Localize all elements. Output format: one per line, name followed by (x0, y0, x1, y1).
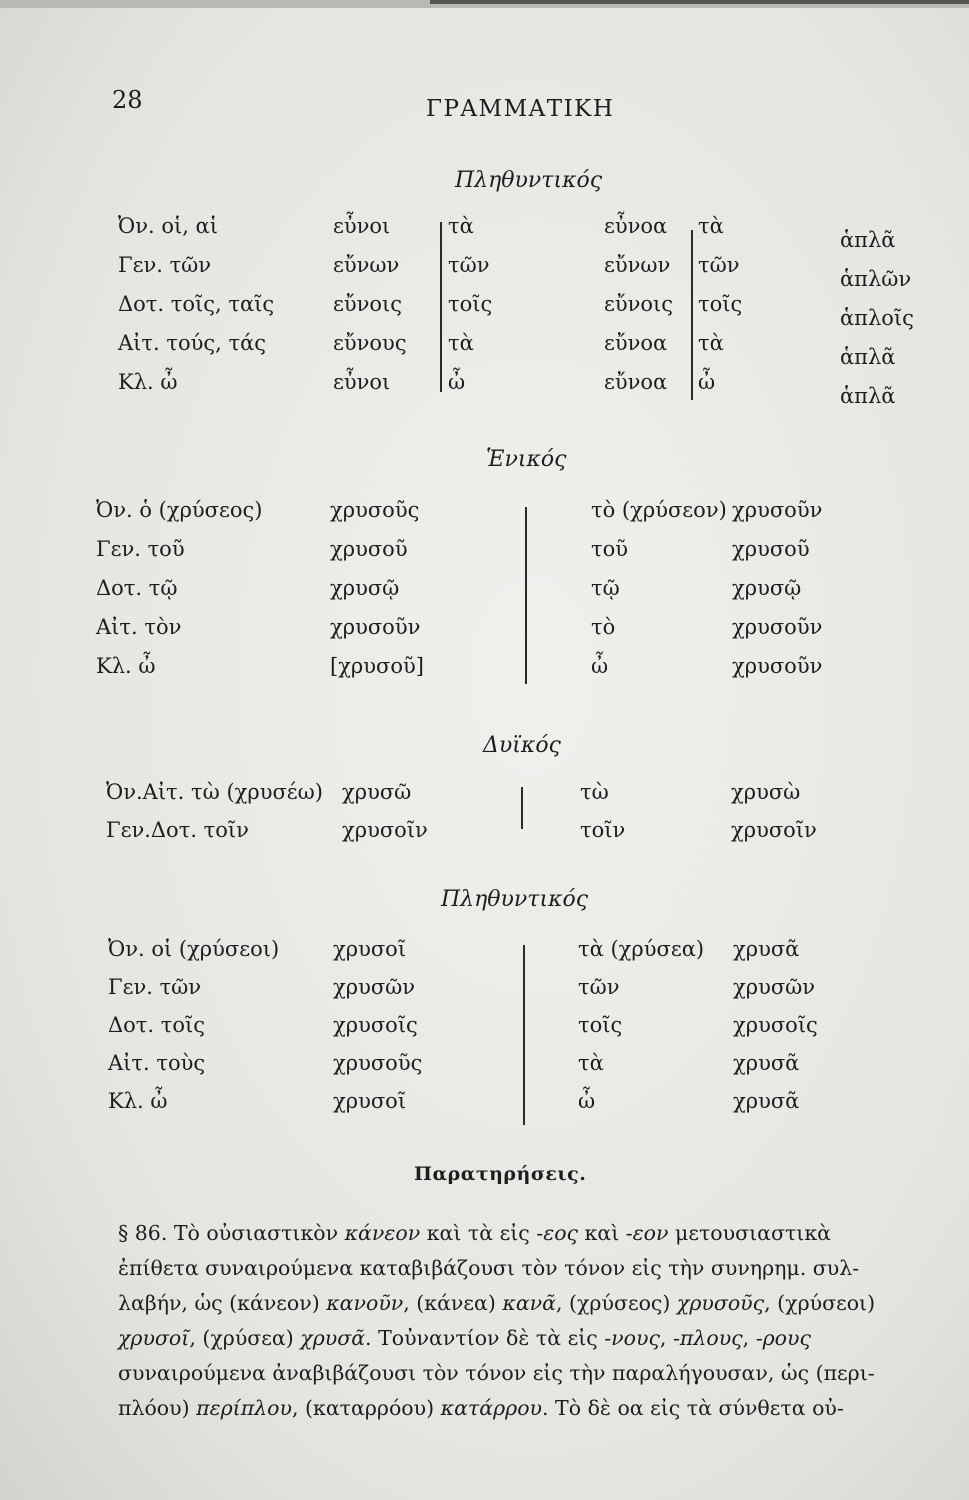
table-divider (691, 230, 693, 400)
case-label: Ὀν.Αἰτ. τὼ (χρυσέω) (106, 780, 324, 804)
form-neuter: χρυσᾶ (733, 1051, 800, 1075)
form-neuter: χρυσῶν (733, 975, 816, 999)
table-divider (521, 787, 523, 829)
form-neuter-contracted: ἁπλῶν (840, 267, 912, 291)
case-label: Αἰτ. τούς, τάς (118, 331, 267, 355)
form-masc-fem: εὔνους (333, 331, 407, 355)
paragraph-line: πλόου) περίπλου, (καταρρόου) κατάρρου. Τὸ δὲ οα εἰς τὰ σύνθετα οὐ- (118, 1396, 844, 1420)
form-neuter: χρυσῷ (732, 576, 802, 600)
article-neuter: τοῦ (591, 537, 629, 561)
form-masc-fem: εὔνοις (333, 292, 403, 316)
section-title-plural-2: Πληθυντικός (441, 887, 589, 912)
article-neuter: τὰ (448, 331, 474, 355)
article-neuter: τὰ (578, 1051, 604, 1075)
article-neuter: τὰ (χρύσεα) (578, 937, 705, 961)
form-neuter: χρυσοῦν (732, 615, 823, 639)
article-neuter: τὼ (580, 780, 609, 804)
article-neuter: τὸ (591, 615, 616, 639)
running-head: ΓΡΑΜΜΑΤΙΚΗ (426, 96, 615, 122)
section-title-dual: Δυϊκός (483, 733, 561, 758)
article-neuter: τῶν (578, 975, 620, 999)
form-masc-fem: εὖνοι (333, 370, 391, 394)
article-neuter: ὦ (448, 370, 466, 394)
form-neuter: χρυσοῦν (732, 654, 823, 678)
case-label: Ὀν. οἱ, αἱ (118, 214, 218, 238)
paragraph-line: χρυσοῖ, (χρύσεα) χρυσᾶ. Τοὐναντίον δὲ τὰ εἰς -νους, -πλους, -ρους (118, 1326, 811, 1350)
form-masc-fem: εὖνοι (333, 214, 391, 238)
case-label: Γεν. τῶν (108, 975, 202, 999)
article-neuter: τῶν (448, 253, 490, 277)
form-neuter-contracted: ἁπλοῖς (840, 306, 914, 330)
article-neuter: τὰ (698, 214, 724, 238)
case-label: Κλ. ὦ (118, 370, 178, 394)
form-masc: χρυσῷ (330, 576, 400, 600)
case-label: Αἰτ. τοὺς (108, 1051, 206, 1075)
paragraph-line: λαβήν, ὡς (κάνεον) κανοῦν, (κάνεα) κανᾶ, (χρύσεος) χρυσοῦς, (χρύσεοι) (118, 1291, 876, 1315)
table-divider (525, 507, 527, 684)
table-divider (440, 222, 442, 392)
form-neuter-contracted: ἁπλᾶ (840, 228, 896, 252)
form-neuter: εὔνοα (604, 331, 668, 355)
form-neuter-contracted: ἁπλᾶ (840, 384, 896, 408)
case-label: Δοτ. τοῖς (108, 1013, 206, 1037)
article-neuter: τοῖς (698, 292, 743, 316)
form-masc: χρυσοῦν (330, 615, 421, 639)
case-label: Γεν. τῶν (118, 253, 212, 277)
section-title-singular: Ἑνικός (486, 447, 567, 472)
form-neuter: χρυσοῦν (732, 498, 823, 522)
form-masc: χρυσῶν (333, 975, 416, 999)
form-neuter: χρυσὼ (731, 780, 801, 804)
article-neuter: τὰ (448, 214, 474, 238)
form-neuter: εὔνοα (604, 370, 668, 394)
case-label: Γεν.Δοτ. τοῖν (106, 818, 249, 842)
case-label: Αἰτ. τὸν (96, 615, 182, 639)
form-neuter-contracted: ἁπλᾶ (840, 345, 896, 369)
form-neuter: χρυσοῦ (732, 537, 810, 561)
case-label: Ὀν. ὁ (χρύσεος) (96, 498, 263, 522)
case-label: Κλ. ὦ (96, 654, 156, 678)
form-masc: χρυσοῦς (333, 1051, 423, 1075)
article-neuter: τὰ (698, 331, 724, 355)
section-title-plural-1: Πληθυντικός (455, 168, 603, 193)
form-masc: χρυσοῖ (333, 937, 407, 961)
form-neuter: χρυσᾶ (733, 1089, 800, 1113)
case-label: Γεν. τοῦ (96, 537, 185, 561)
case-label: Κλ. ὦ (108, 1089, 168, 1113)
article-neuter: τοῖς (448, 292, 493, 316)
form-neuter: εὖνοα (604, 214, 668, 238)
form-masc: χρυσῶ (342, 780, 412, 804)
article-neuter: τοῖς (578, 1013, 623, 1037)
article-neuter: τῷ (591, 576, 620, 600)
form-neuter: χρυσοῖν (731, 818, 817, 842)
case-label: Δοτ. τοῖς, ταῖς (118, 292, 275, 316)
observations-heading: Παρατηρήσεις. (414, 1163, 587, 1185)
case-label: Δοτ. τῷ (96, 576, 178, 600)
form-neuter: χρυσοῖς (733, 1013, 818, 1037)
article-neuter: τῶν (698, 253, 740, 277)
form-masc: χρυσοῦ (330, 537, 408, 561)
paragraph-line: § 86. Τὸ οὐσιαστικὸν κάνεον καὶ τὰ εἰς -εος καὶ -εον μετουσιαστικὰ (118, 1221, 831, 1245)
form-masc: [χρυσοῦ] (330, 654, 424, 678)
paragraph-line: συναιρούμενα ἀναβιβάζουσι τὸν τόνον εἰς τὴν παραλήγουσαν, ὡς (περι- (118, 1361, 875, 1385)
page-number: 28 (112, 86, 143, 114)
scan-edge-dark (430, 0, 969, 4)
article-neuter: ὦ (698, 370, 716, 394)
form-neuter: εὔνοις (604, 292, 674, 316)
article-neuter: τοῖν (580, 818, 626, 842)
form-masc-fem: εὔνων (333, 253, 400, 277)
form-neuter: εὔνων (604, 253, 671, 277)
article-neuter: τὸ (χρύσεον) (591, 498, 727, 522)
form-masc: χρυσοῖ (333, 1089, 407, 1113)
case-label: Ὀν. οἱ (χρύσεοι) (108, 937, 280, 961)
form-masc: χρυσοῖς (333, 1013, 418, 1037)
form-masc: χρυσοῖν (342, 818, 428, 842)
article-neuter: ὦ (591, 654, 609, 678)
table-divider (523, 945, 525, 1125)
form-neuter: χρυσᾶ (733, 937, 800, 961)
article-neuter: ὦ (578, 1089, 596, 1113)
form-masc: χρυσοῦς (330, 498, 420, 522)
paragraph-line: ἐπίθετα συναιρούμενα καταβιβάζουσι τὸν τόνον εἰς τὴν συνηρημ. συλ- (118, 1256, 860, 1280)
